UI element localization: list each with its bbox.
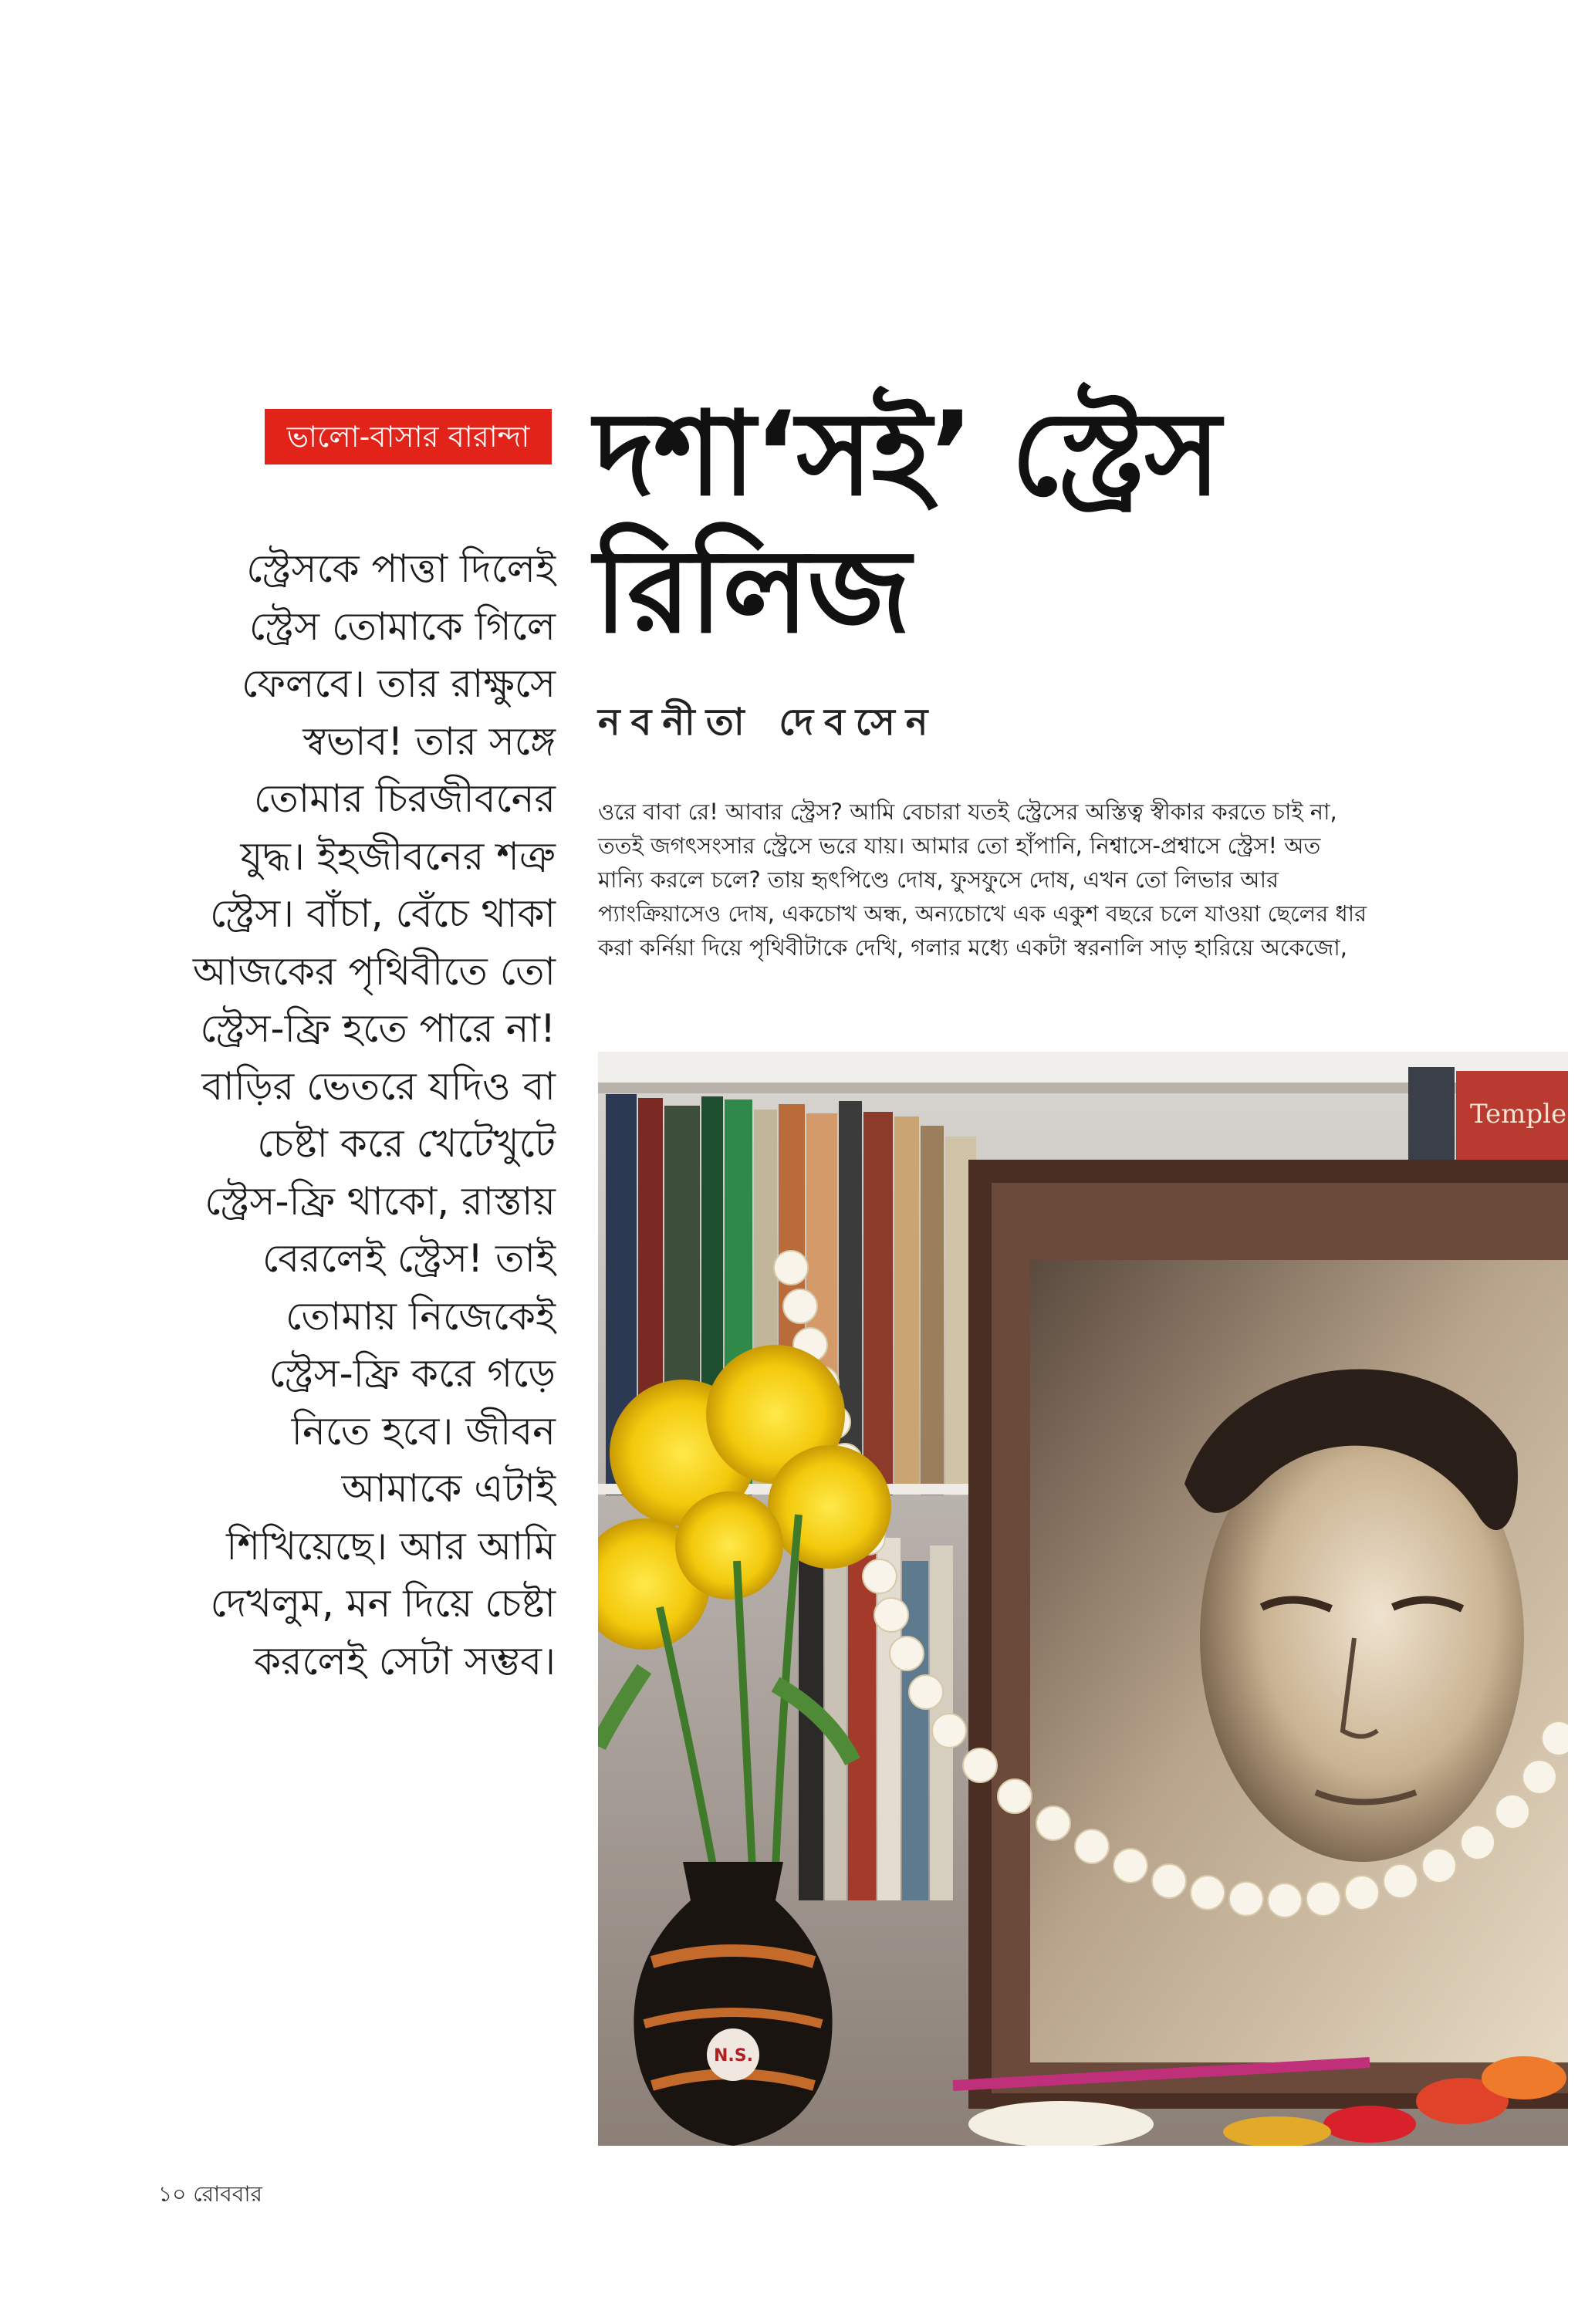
- pull-quote-line: যুদ্ধ। ইহজীবনের শত্রু: [240, 833, 556, 879]
- pull-quote-line: বেরলেই স্ট্রেস! তাই: [262, 1236, 556, 1281]
- pull-quote-line: স্ট্রেস-ফ্রি করে গড়ে: [269, 1351, 556, 1396]
- portrait-frame: [968, 1160, 1568, 2109]
- intro-line: প্যাংক্রিয়াসেও দোষ, একচোখ অন্ধ, অন্যচোখে এক একুশ বছরে চলে যাওয়া ছেলের ধার: [598, 900, 1367, 927]
- pull-quote-line: চেষ্টা করে খেটেখুটে: [257, 1121, 556, 1166]
- pull-quote-line: বাড়ির ভেতরে যদিও বা: [201, 1063, 556, 1109]
- page-folio: ১০ রোববার: [158, 2181, 262, 2207]
- intro-line: মান্যি করলে চলে? তায় হৃৎপিণ্ডে দোষ, ফুসফুসে দোষ, এখন তো লিভার আর: [598, 866, 1279, 893]
- pull-quote-line: স্ট্রেস তোমাকে গিলে: [248, 603, 556, 649]
- pull-quote-line: শিখিয়েছে। আর আমি: [226, 1523, 556, 1569]
- intro-paragraph: [598, 795, 1431, 964]
- pull-quote-line: আজকের পৃথিবীতে তো: [192, 948, 556, 994]
- pull-quote: [123, 540, 556, 1690]
- feature-photo: [598, 1052, 1568, 2146]
- pull-quote-line: আমাকে এটাই: [341, 1466, 556, 1511]
- pull-quote-line: স্বভাব! তার সঙ্গে: [302, 718, 556, 764]
- book-spine-label: Temple: [1470, 1099, 1567, 1130]
- column-tag: ভালো-বাসার বারান্দা: [265, 409, 552, 464]
- vase-label: N.S.: [714, 2046, 753, 2066]
- pull-quote-line: তোমায় নিজেকেই: [286, 1293, 556, 1339]
- pull-quote-line: স্ট্রেস-ফ্রি হতে পারে না!: [200, 1006, 556, 1051]
- pull-quote-line: দেখলুম, মন দিয়ে চেষ্টা: [210, 1581, 556, 1626]
- intro-line: করা কর্নিয়া দিয়ে পৃথিবীটাকে দেখি, গলার মধ্যে একটা স্বরনালি সাড় হারিয়ে অকেজো,: [598, 934, 1347, 961]
- pull-quote-line: স্ট্রেস-ফ্রি থাকো, রাস্তায়: [204, 1178, 556, 1224]
- pull-quote-line: স্ট্রেসকে পাত্তা দিলেই: [246, 546, 556, 591]
- pull-quote-line: স্ট্রেস। বাঁচা, বেঁচে থাকা: [209, 891, 556, 936]
- intro-line: ওরে বাবা রে! আবার স্ট্রেস? আমি বেচারা যতই স্ট্রেসের অস্তিত্ব স্বীকার করতে চাই না,: [598, 799, 1337, 825]
- headline-line-1: দশা‘সই’ স্ট্রেস: [594, 387, 1220, 522]
- pull-quote-line: নিতে হবে। জীবন: [291, 1408, 556, 1454]
- headline: [594, 386, 1520, 660]
- feature-photo-illustration: [598, 1052, 1568, 2146]
- pull-quote-line: ফেলবে। তার রাক্ষুসে: [242, 661, 556, 706]
- pull-quote-line: করলেই সেটা সম্ভব।: [254, 1638, 556, 1684]
- pull-quote-line: তোমার চিরজীবনের: [253, 776, 556, 821]
- headline-line-2: রিলিজ: [594, 525, 910, 659]
- intro-line: ততই জগৎসংসার স্ট্রেসে ভরে যায়। আমার তো হাঁপানি, নিশ্বাসে-প্রশ্বাসে স্ট্রেস! অত: [598, 833, 1321, 859]
- byline: নবনীতা দেবসেন: [598, 701, 939, 744]
